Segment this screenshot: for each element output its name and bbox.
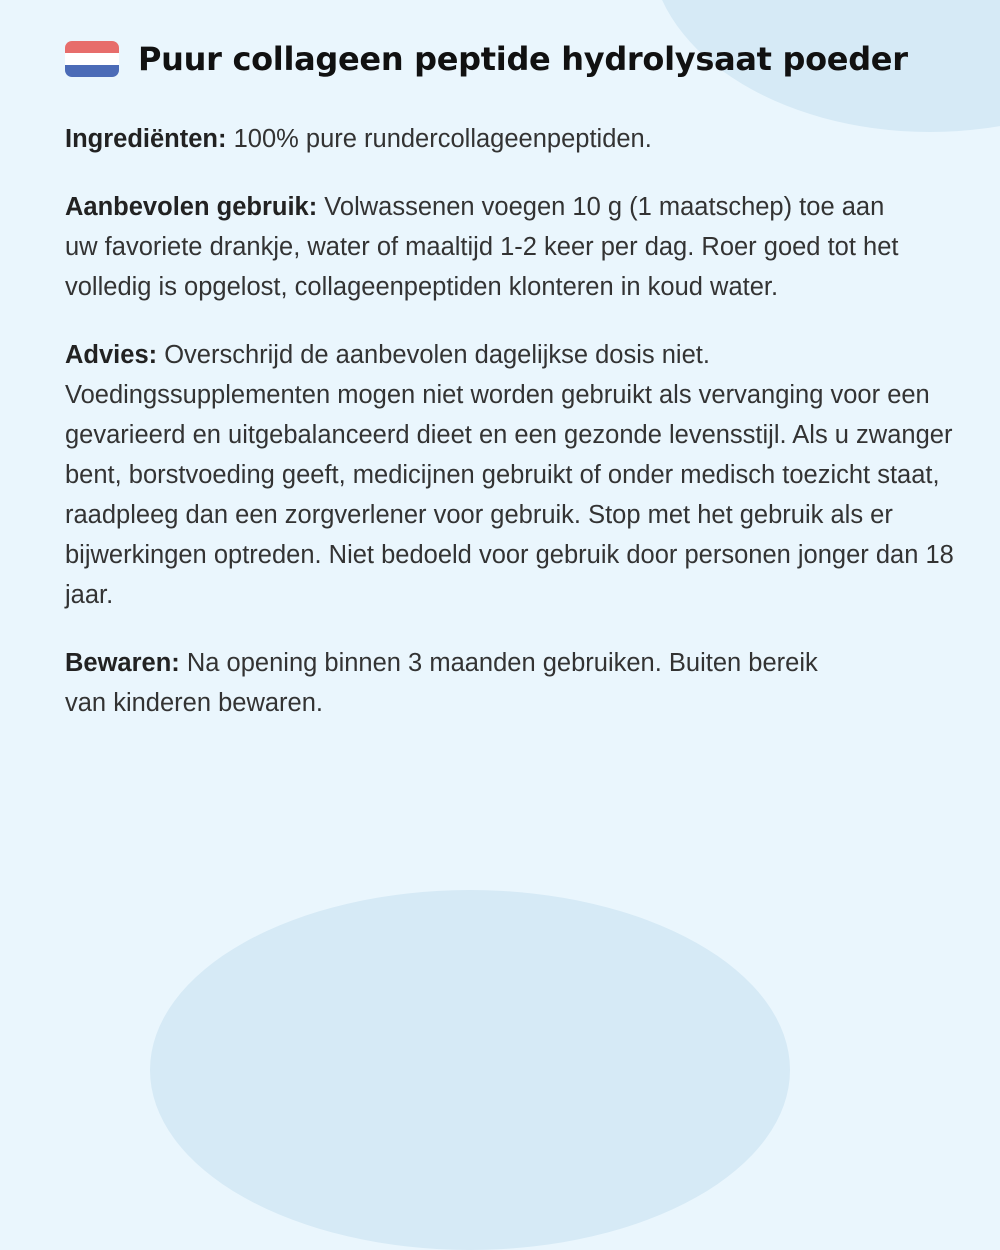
background-circle-bottom <box>150 890 790 1250</box>
advice-label: Advies: <box>65 341 165 369</box>
usage-text: Volwassenen voegen 10 g (1 maatschep) toe aan uw favoriete drankje, water of maaltijd 1-2 keer per dag. Roer goed tot het volledig is opgelost, collageenpeptiden klonteren in koud water. <box>65 193 899 301</box>
ingredients-section <box>65 119 885 159</box>
page-title: Puur collageen peptide hydrolysaat poeder <box>138 40 908 78</box>
advice-text: Overschrijd de aanbevolen dagelijkse dosis niet. Voedingssupplementen mogen niet worden gebruikt als vervanging voor een gevarieerd en uitgebalanceerd dieet en een gezonde levensstijl. Als u zwanger bent, borstvoeding geeft, medicijnen gebruikt of onder medisch toezicht staat, raadpleeg dan een zorgverlener voor gebruik. Stop met het gebruik als er bijwerkingen optreden. Niet bedoeld voor gebruik door personen jonger dan 18 jaar. <box>65 341 954 609</box>
ingredients-text: 100% pure rundercollageenpeptiden. <box>233 125 652 153</box>
flag-stripe-white <box>65 53 119 65</box>
advice-section <box>65 335 965 615</box>
flag-stripe-blue <box>65 65 119 77</box>
ingredients-label: Ingrediënten: <box>65 125 234 153</box>
usage-label: Aanbevolen gebruik: <box>65 193 325 221</box>
storage-label: Bewaren: <box>65 649 187 677</box>
header <box>65 40 908 78</box>
netherlands-flag-icon <box>65 41 119 77</box>
usage-section <box>65 187 905 307</box>
product-info <box>65 119 965 751</box>
flag-stripe-red <box>65 41 119 53</box>
storage-text: Na opening binnen 3 maanden gebruiken. Buiten bereik van kinderen bewaren. <box>65 649 818 717</box>
storage-section <box>65 643 865 723</box>
